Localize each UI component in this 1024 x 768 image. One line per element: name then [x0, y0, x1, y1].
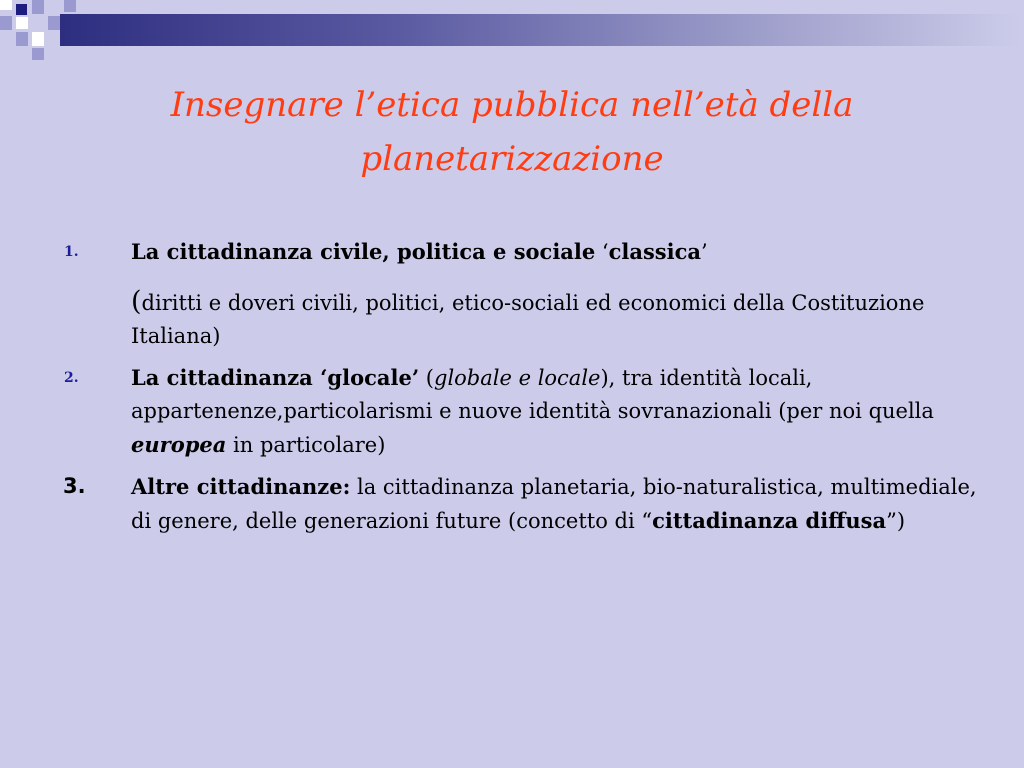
- item2-text-b: ), tra identità locali, appartenenze,particolarismi e nuove identità sovranazionali (per noi quella: [131, 366, 934, 423]
- list-number-3: 3.: [63, 474, 86, 498]
- list-number-1: 1.: [64, 244, 79, 260]
- item3-bold: cittadinanza diffusa: [652, 508, 887, 533]
- item1-quote-open: ‘: [595, 240, 609, 264]
- item2-text-a: (: [419, 366, 434, 390]
- decor-square-white-2: [16, 17, 28, 29]
- decor-gradient-bar: [60, 14, 1024, 46]
- slide-title-line2: planetarizzazione: [360, 139, 664, 179]
- decor-square-light-3: [64, 0, 76, 12]
- item2-italic: globale e locale: [434, 366, 601, 390]
- list-text-1: [131, 235, 1001, 269]
- decor-square-light-5: [48, 16, 60, 30]
- decor-square-light-7: [32, 48, 44, 60]
- item3-heading: Altre cittadinanze:: [131, 474, 351, 499]
- item1-detail: [131, 285, 1001, 353]
- item1-heading: La cittadinanza civile, politica e sociale: [131, 239, 596, 264]
- decor-square-light-1: [0, 0, 12, 10]
- decor-square-light-6: [16, 32, 28, 46]
- item1-heading-quoted: classica: [608, 239, 701, 264]
- decor-square-light-4: [0, 16, 12, 30]
- slide-title: [0, 78, 1024, 186]
- item3-text-end: ”): [886, 509, 906, 533]
- item3-text: la cittadinanza planetaria, bio-naturalistica, multimediale, di genere, delle generazioni future (concetto di “: [131, 475, 977, 533]
- item1-quote-close: ’: [701, 240, 708, 264]
- item2-heading: La cittadinanza ‘glocale’: [131, 365, 420, 390]
- decor-square-dark-1: [16, 4, 27, 15]
- list-text-3: [131, 470, 1001, 538]
- item2-text-end: in particolare): [226, 433, 386, 457]
- list-number-2: 2.: [64, 370, 79, 386]
- slide-title-line1: Insegnare l’etica pubblica nell’età della: [170, 85, 854, 125]
- item1-detail-text: diritti e doveri civili, politici, etico-sociali ed economici della Costituzione Italiana): [131, 291, 925, 348]
- list-text-2: [131, 361, 1001, 462]
- item2-bold-italic: europea: [131, 432, 227, 457]
- decor-square-white-3: [32, 32, 44, 46]
- item1-paren-open: (: [131, 286, 142, 317]
- decor-square-light-2: [32, 0, 44, 14]
